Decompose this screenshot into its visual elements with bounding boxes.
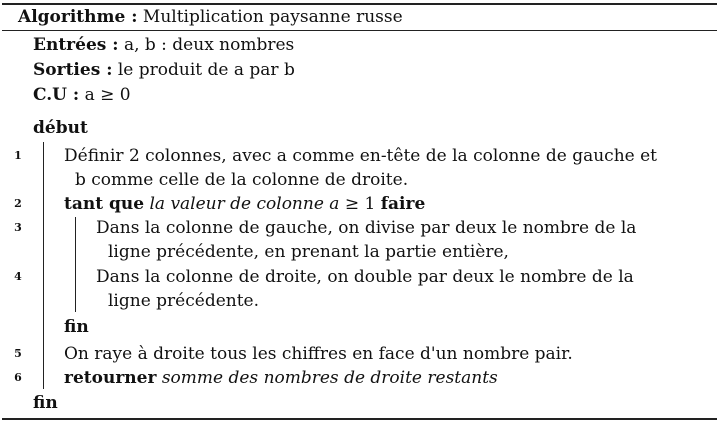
while-condition-bound: ≥ 1 — [344, 194, 376, 214]
outputs-label: Sorties : — [33, 60, 113, 80]
inputs-label: Entrées : — [33, 35, 119, 55]
line-number: 2 — [14, 197, 22, 210]
cu-label: C.U : — [33, 85, 80, 105]
begin-keyword: début — [33, 118, 88, 138]
end-while-keyword: fin — [64, 317, 89, 337]
end-keyword: fin — [33, 393, 58, 413]
outputs-text: le produit de a par b — [117, 60, 295, 80]
inputs-line — [33, 34, 294, 56]
line-2-while — [64, 193, 425, 215]
algorithm-label: Algorithme : — [18, 7, 138, 27]
bottom-rule — [2, 418, 717, 420]
line-number: 4 — [14, 270, 22, 283]
line-number: 6 — [14, 371, 22, 384]
line-1-continuation: b comme celle de la colonne de droite. — [75, 170, 409, 190]
line-4-text: Dans la colonne de droite, on double par deux le nombre de la — [96, 267, 634, 287]
do-keyword: faire — [380, 194, 426, 214]
line-number: 5 — [14, 347, 22, 360]
line-1-text: Définir 2 colonnes, avec a comme en-tête de la colonne de gauche et — [64, 146, 657, 166]
inputs-text: a, b : deux nombres — [123, 35, 295, 55]
line-6-return — [64, 367, 498, 389]
line-3-text: Dans la colonne de gauche, on divise par deux le nombre de la — [96, 218, 637, 238]
while-condition: la valeur de colonne a — [149, 194, 340, 214]
header-rule — [2, 30, 717, 31]
algorithm-title — [18, 6, 403, 28]
line-4-continuation: ligne précédente. — [108, 291, 260, 311]
cu-line — [33, 84, 131, 106]
while-keyword: tant que — [64, 194, 145, 214]
algorithm-name: Multiplication paysanne russe — [142, 7, 403, 27]
line-number: 1 — [14, 149, 22, 162]
top-rule — [2, 3, 717, 5]
line-number: 3 — [14, 221, 22, 234]
return-value: somme des nombres de droite restants — [161, 368, 498, 388]
inner-block-bar — [75, 217, 76, 312]
line-3-continuation: ligne précédente, en prenant la partie entière, — [108, 242, 509, 262]
return-keyword: retourner — [64, 368, 157, 388]
line-5-text: On raye à droite tous les chiffres en face d'un nombre pair. — [64, 344, 573, 364]
cu-text: a ≥ 0 — [84, 85, 131, 105]
outer-block-bar — [43, 142, 44, 389]
outputs-line — [33, 59, 295, 81]
